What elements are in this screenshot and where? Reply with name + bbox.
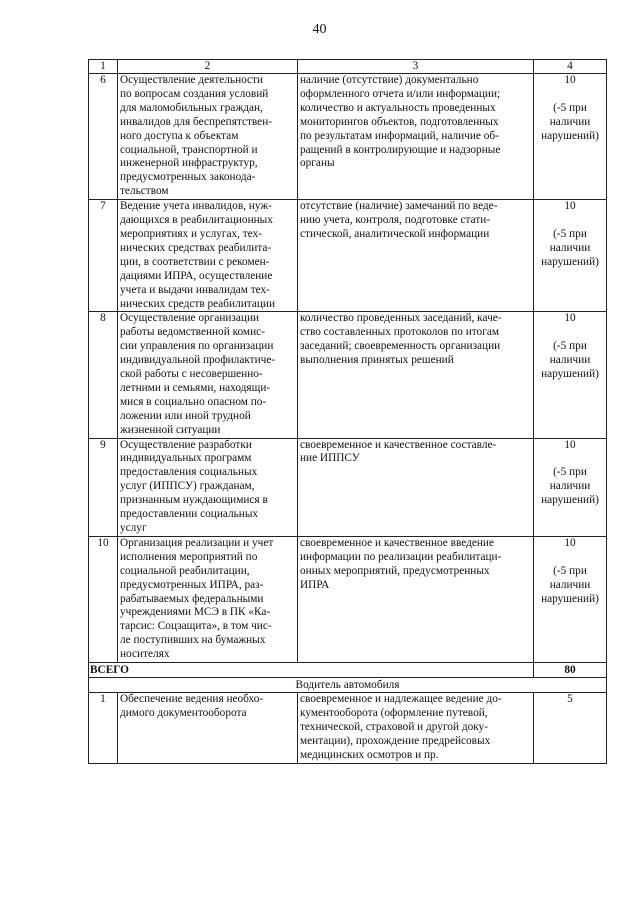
- text-line: дациями ИПРА, осуществление: [120, 269, 273, 282]
- text-line: учреждениями МСЭ в ПК «Ка-: [120, 606, 271, 619]
- criterion-cell: [298, 438, 534, 536]
- text-line: органы: [300, 157, 335, 170]
- text-line: Ведение учета инвалидов, нуж-: [120, 200, 272, 213]
- text-line: предоставления социальных: [120, 466, 258, 479]
- text-line: медицинских осмотров и пр.: [300, 748, 439, 761]
- text-line: мероприятиях и услугах, тех-: [120, 227, 263, 240]
- text-line: наличие (отсутствие) документально: [300, 74, 479, 86]
- criteria-table: [88, 59, 607, 764]
- table-row: [89, 200, 607, 312]
- text-line: Осуществление деятельности: [120, 74, 264, 86]
- section-title: Водитель автомобиля: [89, 678, 607, 693]
- text-line: жизненной ситуации: [120, 423, 221, 436]
- text-line: услуг: [120, 522, 147, 534]
- penalty-note-line: (-5 при: [553, 227, 587, 240]
- text-line: кументооборота (оформление путевой,: [300, 706, 488, 719]
- text-line: димого документооборота: [120, 706, 247, 719]
- criterion-cell: [298, 200, 534, 312]
- text-line: сии управления по организации: [120, 340, 274, 353]
- text-line: предоставлении социальных: [120, 508, 259, 521]
- row-number: 10: [89, 536, 118, 662]
- text-line: тельством: [120, 185, 169, 198]
- spacer: [536, 326, 604, 340]
- text-line: Осуществление разработки: [120, 438, 252, 451]
- criterion-cell: [298, 693, 534, 764]
- score-cell: [534, 693, 607, 764]
- text-line: ство составленных протоколов по итогам: [300, 326, 500, 339]
- penalty-note-line: нарушений): [541, 255, 599, 268]
- penalty-note-line: наличии: [549, 578, 591, 591]
- text-line: стической, аналитической информации: [300, 227, 490, 240]
- activity-cell: [118, 200, 298, 312]
- text-line: по результатам информаций, наличие об-: [300, 129, 499, 142]
- penalty-note-line: нарушений): [541, 368, 599, 381]
- criteria-table-body: [89, 60, 607, 764]
- criterion-cell: [298, 74, 534, 200]
- spacer: [536, 452, 604, 466]
- table-row: [89, 438, 607, 536]
- header-row: [89, 60, 607, 74]
- text-line: отсутствие (наличие) замечаний по веде-: [300, 200, 498, 213]
- penalty-note-line: (-5 при: [553, 466, 587, 479]
- row-number: 8: [89, 312, 118, 438]
- text-line: по вопросам создания условий: [120, 87, 269, 100]
- table-row: [89, 74, 607, 200]
- text-line: носителях: [120, 648, 170, 661]
- text-line: ской работы с несовершенно-: [120, 368, 263, 381]
- score-cell: [534, 438, 607, 536]
- text-line: Организация реализации и учет: [120, 536, 274, 549]
- table-row: [89, 312, 607, 438]
- text-line: своевременное и качественное составле-: [300, 438, 497, 451]
- text-line: социальной, транспортной и: [120, 143, 258, 156]
- text-line: заседаний; своевременность организации: [300, 340, 501, 353]
- text-line: предусмотренных законода-: [120, 171, 256, 184]
- penalty-note-line: (-5 при: [553, 340, 587, 353]
- text-line: услуг (ИППСУ) гражданам,: [120, 480, 255, 493]
- score-value: 10: [564, 312, 576, 325]
- activity-cell: [118, 74, 298, 200]
- table-row: [89, 693, 607, 764]
- penalty-note-line: наличии: [549, 354, 591, 367]
- text-line: работы ведомственной комис-: [120, 326, 265, 339]
- penalty-note-line: нарушений): [541, 494, 599, 507]
- total-row: [89, 663, 607, 678]
- text-line: мониторингов объектов, подготовленных: [300, 115, 499, 128]
- text-line: выполнения принятых решений: [300, 354, 454, 367]
- activity-cell: [118, 312, 298, 438]
- total-value: 80: [534, 663, 607, 678]
- score-cell: [534, 312, 607, 438]
- activity-cell: [118, 693, 298, 764]
- text-line: оформленного отчета и/или информации;: [300, 87, 501, 100]
- text-line: нических средств реабилитации: [120, 297, 275, 310]
- penalty-note-line: наличии: [549, 480, 591, 493]
- penalty-note-line: нарушений): [541, 592, 599, 605]
- text-line: рабатываемых федеральными: [120, 592, 264, 605]
- text-line: Обеспечение ведения необхо-: [120, 693, 264, 706]
- activity-cell: [118, 536, 298, 662]
- score-value: 10: [564, 438, 576, 451]
- header-cell: 3: [298, 60, 534, 74]
- row-number: 7: [89, 200, 118, 312]
- text-line: учета и выдачи инвалидам тех-: [120, 283, 270, 296]
- spacer: [536, 88, 604, 102]
- text-line: ле поступивших на бумажных: [120, 634, 266, 647]
- score-value: 5: [567, 693, 573, 706]
- text-line: дающихся в реабилитационных: [120, 214, 273, 227]
- table-row: [89, 536, 607, 662]
- text-line: тарсис: Соцзащита», в том чис-: [120, 620, 272, 633]
- header-cell: 2: [118, 60, 298, 74]
- criterion-cell: [298, 536, 534, 662]
- score-cell: [534, 74, 607, 200]
- activity-cell: [118, 438, 298, 536]
- text-line: инженерной инфраструктур,: [120, 157, 258, 170]
- text-line: количество проведенных заседаний, каче-: [300, 312, 502, 325]
- text-line: для маломобильных граждан,: [120, 101, 263, 114]
- score-cell: [534, 200, 607, 312]
- spacer: [536, 214, 604, 228]
- criterion-cell: [298, 312, 534, 438]
- text-line: летними и семьями, находящи-: [120, 381, 271, 394]
- penalty-note-line: наличии: [549, 241, 591, 254]
- page-number: 40: [312, 22, 327, 37]
- text-line: количество и актуальность проведенных: [300, 101, 496, 114]
- text-line: признанным нуждающимися в: [120, 494, 268, 507]
- text-line: инвалидов для беспрепятствен-: [120, 115, 273, 128]
- header-cell: 1: [89, 60, 118, 74]
- text-line: индивидуальных программ: [120, 452, 252, 465]
- text-line: технической, страховой и другой доку-: [300, 720, 488, 733]
- text-line: мися в социально опасном по-: [120, 395, 267, 408]
- penalty-note-line: (-5 при: [553, 101, 587, 114]
- total-label: ВСЕГО: [89, 663, 534, 678]
- text-line: ИПРА: [300, 578, 330, 591]
- row-number: 1: [89, 693, 118, 764]
- text-line: нию учета, контроля, подготовке стати-: [300, 214, 491, 227]
- text-line: исполнения мероприятий по: [120, 550, 258, 563]
- score-cell: [534, 536, 607, 662]
- text-line: информации по реализации реабилитаци-: [300, 550, 502, 563]
- score-value: 10: [564, 74, 576, 86]
- section-row: [89, 678, 607, 693]
- text-line: предусмотренных ИПРА, раз-: [120, 578, 264, 591]
- text-line: онных мероприятий, предусмотренных: [300, 564, 490, 577]
- text-line: нических средствах реабилита-: [120, 241, 272, 254]
- text-line: своевременное и качественное введение: [300, 536, 494, 549]
- score-value: 10: [564, 200, 576, 213]
- penalty-note-line: наличии: [549, 115, 591, 128]
- text-line: ращений в контролирующие и надзорные: [300, 143, 501, 156]
- text-line: Осуществление организации: [120, 312, 260, 325]
- score-value: 10: [564, 536, 576, 549]
- penalty-note-line: нарушений): [541, 129, 599, 142]
- text-line: индивидуальной профилактиче-: [120, 354, 276, 367]
- text-line: ции, в соответствии с рекомен-: [120, 255, 270, 268]
- row-number: 6: [89, 74, 118, 200]
- text-line: ние ИППСУ: [300, 452, 360, 465]
- text-line: социальной реабилитации,: [120, 564, 250, 577]
- text-line: своевременное и надлежащее ведение до-: [300, 693, 502, 706]
- text-line: ложении или иной трудной: [120, 409, 251, 422]
- header-cell: 4: [534, 60, 607, 74]
- penalty-note-line: (-5 при: [553, 564, 587, 577]
- row-number: 9: [89, 438, 118, 536]
- text-line: ментации), прохождение предрейсовых: [300, 734, 491, 747]
- text-line: ного доступа к объектам: [120, 129, 239, 142]
- spacer: [536, 551, 604, 565]
